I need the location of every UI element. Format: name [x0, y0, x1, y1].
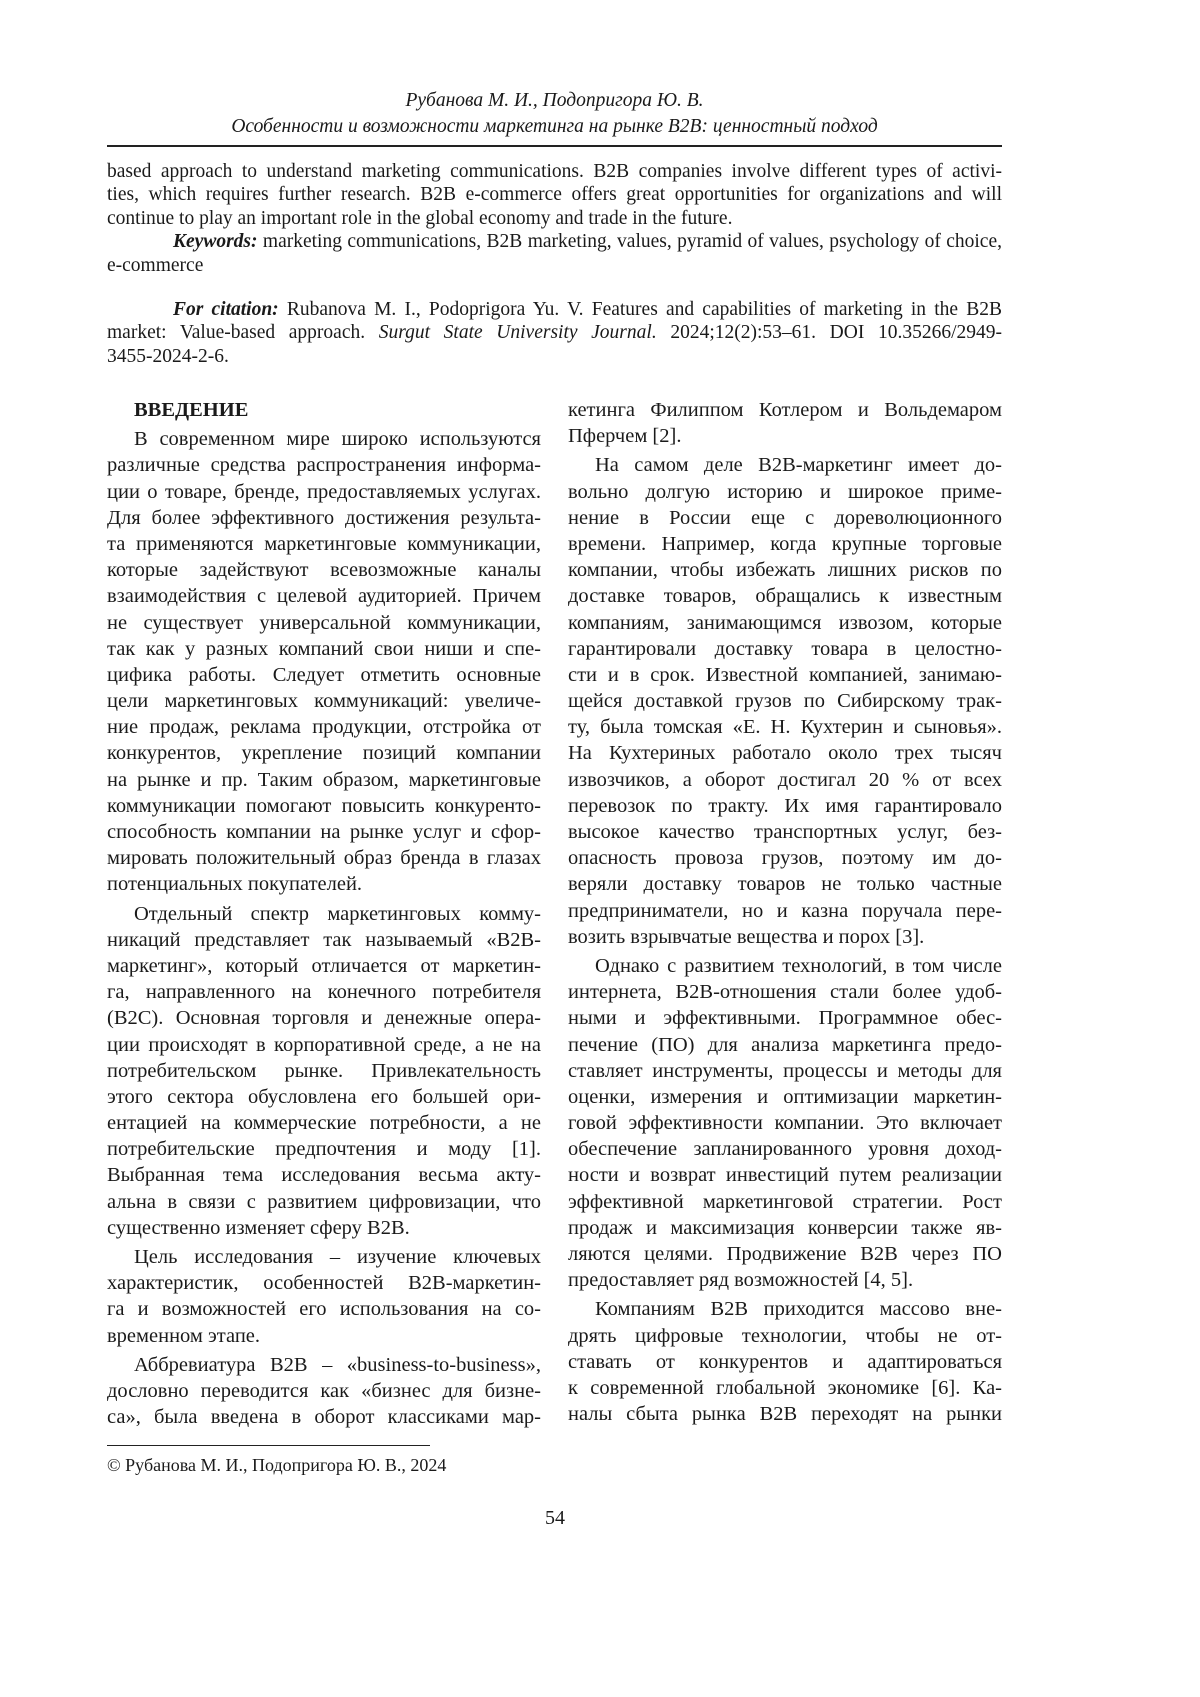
paragraph — [568, 452, 1002, 950]
text-line: На самом деле B2B-маркетинг имеет до- — [568, 452, 1002, 478]
text-line: цифика работы. Следует отметить основные — [107, 662, 541, 688]
text-line: Выбранная тема исследования весьма акту- — [107, 1162, 541, 1188]
text-line: вольно долгую историю и широкое приме- — [568, 479, 1002, 505]
text-line: интернета, B2B-отношения стали более удоб- — [568, 979, 1002, 1005]
text-line: кетинга Филиппом Котлером и Вольдемаром — [568, 397, 1002, 423]
text-line: альна в связи с развитием цифровизации, что — [107, 1189, 541, 1215]
text-line: компаниям, занимающимся извозом, которые — [568, 610, 1002, 636]
text-line: различные средства распространения информа- — [107, 452, 541, 478]
copyright-footnote: © Рубанова М. И., Подопригора Ю. В., 2024 — [107, 1455, 446, 1476]
text-line: ставляет инструменты, процессы и методы для — [568, 1058, 1002, 1084]
text-line: са», была введена в оборот классиками мар- — [107, 1404, 541, 1430]
text-line: взаимодействия с целевой аудиторией. Причем — [107, 583, 541, 609]
text-line: не существует универсальной коммуникации, — [107, 610, 541, 636]
running-header-title: Особенности и возможности маркетинга на рынке B2B: ценностный подход — [107, 116, 1002, 138]
text-line: гарантировали доставку товара в целостно- — [568, 636, 1002, 662]
text-line: Для более эффективного достижения результа- — [107, 505, 541, 531]
text-line: конкурентов, укрепление позиций компании — [107, 740, 541, 766]
text-line: ентацией на коммерческие потребности, а не — [107, 1110, 541, 1136]
abstract-line: continue to play an important role in the global economy and trade in the future. — [107, 207, 1002, 230]
text-line: га, направленного на конечного потребителя — [107, 979, 541, 1005]
text-line: коммуникации помогают повысить конкуренто- — [107, 793, 541, 819]
abstract — [107, 160, 1002, 277]
running-header-authors: Рубанова М. И., Подопригора Ю. В. — [107, 90, 1002, 112]
page-number: 54 — [0, 1507, 1110, 1530]
text-line: так как у разных компаний свои ниши и спе- — [107, 636, 541, 662]
text-line: которые задействуют всевозможные каналы — [107, 557, 541, 583]
footnote-rule — [107, 1445, 430, 1446]
text-line: потребительские предпочтения и моду [1]. — [107, 1136, 541, 1162]
text-line: к современной глобальной экономике [6]. Ка- — [568, 1375, 1002, 1401]
text-line: ции происходят в корпоративной среде, а не на — [107, 1032, 541, 1058]
text-line: нение в России еще с дореволюционного — [568, 505, 1002, 531]
citation-text: market: Value-based approach. — [107, 322, 365, 343]
paragraph — [107, 426, 541, 897]
text-line: (B2C). Основная торговля и денежные опера- — [107, 1005, 541, 1031]
text-line: налы сбыта рынка B2B переходят на рынки — [568, 1401, 1002, 1427]
text-line: этого сектора обусловлена его большей ори- — [107, 1084, 541, 1110]
text-line: ности и возврат инвестиций путем реализации — [568, 1162, 1002, 1188]
header-rule — [107, 145, 1002, 147]
keywords-text: marketing communications, B2B marketing, values, pyramid of values, psychology of choice, — [263, 231, 1002, 252]
text-line: никаций представляет так называемый «B2B- — [107, 927, 541, 953]
text-line: характеристик, особенностей B2B-маркетин- — [107, 1270, 541, 1296]
journal-name: Surgut State University Journal. — [379, 322, 657, 343]
paragraph — [107, 1244, 541, 1349]
text-line: говой эффективности компании. Это включает — [568, 1110, 1002, 1136]
text-line: Пферчем [2]. — [568, 423, 1002, 449]
paragraph — [107, 901, 541, 1241]
section-heading: ВВЕДЕНИЕ — [107, 397, 541, 423]
text-line: ставать от конкурентов и адаптироваться — [568, 1349, 1002, 1375]
paragraph — [568, 953, 1002, 1293]
keywords-label: Keywords: — [173, 231, 258, 252]
text-line: предоставляет ряд возможностей [4, 5]. — [568, 1267, 1002, 1293]
text-line: перевозок по тракту. Их имя гарантировало — [568, 793, 1002, 819]
text-line: сти и в срок. Известной компанией, занимаю- — [568, 662, 1002, 688]
text-line: На Кухтериных работало около трех тысяч — [568, 740, 1002, 766]
text-line: возить взрывчатые вещества и порох [3]. — [568, 924, 1002, 950]
text-line: Отдельный спектр маркетинговых комму- — [107, 901, 541, 927]
text-line: высокое качество транспортных услуг, без- — [568, 819, 1002, 845]
text-line: ции о товаре, бренде, предоставляемых услугах. — [107, 479, 541, 505]
text-line: опасность провоза грузов, поэтому им до- — [568, 845, 1002, 871]
text-line: маркетинг», который отличается от маркетин- — [107, 953, 541, 979]
text-line: Однако с развитием технологий, в том числе — [568, 953, 1002, 979]
paragraph — [568, 1296, 1002, 1427]
text-line: щейся доставкой грузов по Сибирскому трак- — [568, 688, 1002, 714]
right-column — [568, 397, 1002, 1427]
left-column — [107, 397, 541, 1430]
citation-line — [107, 298, 1002, 321]
text-line: потребительском рынке. Привлекательность — [107, 1058, 541, 1084]
text-line: Цель исследования – изучение ключевых — [107, 1244, 541, 1270]
keywords — [107, 230, 1002, 253]
text-line: на рынке и пр. Таким образом, маркетинговые — [107, 767, 541, 793]
citation — [107, 298, 1002, 368]
text-line: обеспечение запланированного уровня доход- — [568, 1136, 1002, 1162]
text-line: ту, была томская «Е. Н. Кухтерин и сыновья». — [568, 714, 1002, 740]
text-line: Компаниям B2B приходится массово вне- — [568, 1296, 1002, 1322]
text-line: В современном мире широко используются — [107, 426, 541, 452]
citation-line: 3455-2024-2-6. — [107, 345, 1002, 368]
paragraph — [107, 1352, 541, 1431]
text-line: Аббревиатура B2B – «business-to-business», — [107, 1352, 541, 1378]
citation-text: Rubanova M. I., Podoprigora Yu. V. Features and capabilities of marketing in the B2B — [287, 299, 1002, 320]
citation-line — [107, 321, 1002, 344]
text-line: оценки, измерения и оптимизации маркетин- — [568, 1084, 1002, 1110]
abstract-line: ties, which requires further research. B2B e-commerce offers great opportunities for organizations and will — [107, 183, 1002, 206]
text-line: цели маркетинговых коммуникаций: увеличе- — [107, 688, 541, 714]
text-line: дословно переводится как «бизнес для бизне- — [107, 1378, 541, 1404]
text-line: ными и эффективными. Программное обес- — [568, 1005, 1002, 1031]
text-line: та применяются маркетинговые коммуникации, — [107, 531, 541, 557]
citation-label: For citation: — [173, 299, 279, 320]
text-line: печение (ПО) для анализа маркетинга предо- — [568, 1032, 1002, 1058]
text-line: дрять цифровые технологии, чтобы не от- — [568, 1323, 1002, 1349]
text-line: эффективной маркетинговой стратегии. Рост — [568, 1189, 1002, 1215]
text-line: продаж и максимизация конверсии также яв- — [568, 1215, 1002, 1241]
text-line: способность компании на рынке услуг и сфор- — [107, 819, 541, 845]
text-line: доставке товаров, обращались к известным — [568, 583, 1002, 609]
text-line: существенно изменяет сферу B2B. — [107, 1215, 541, 1241]
keywords-text-cont: e-commerce — [107, 254, 1002, 277]
text-line: мировать положительный образ бренда в глазах — [107, 845, 541, 871]
text-line: временном этапе. — [107, 1323, 541, 1349]
text-line: предприниматели, но и казна поручала пере- — [568, 898, 1002, 924]
abstract-line: based approach to understand marketing communications. B2B companies involve different types of activi- — [107, 160, 1002, 183]
text-line: га и возможностей его использования на со- — [107, 1296, 541, 1322]
text-line: потенциальных покупателей. — [107, 871, 541, 897]
text-line: веряли доставку товаров не только частные — [568, 871, 1002, 897]
text-line: времени. Например, когда крупные торговые — [568, 531, 1002, 557]
text-line: ляются целями. Продвижение B2B через ПО — [568, 1241, 1002, 1267]
paragraph — [568, 397, 1002, 449]
citation-doi: 2024;12(2):53–61. DOI 10.35266/2949- — [670, 322, 1002, 343]
text-line: ние продаж, реклама продукции, отстройка от — [107, 714, 541, 740]
text-line: компании, чтобы избежать лишних рисков по — [568, 557, 1002, 583]
text-line: извозчиков, а оборот достигал 20 % от всех — [568, 767, 1002, 793]
